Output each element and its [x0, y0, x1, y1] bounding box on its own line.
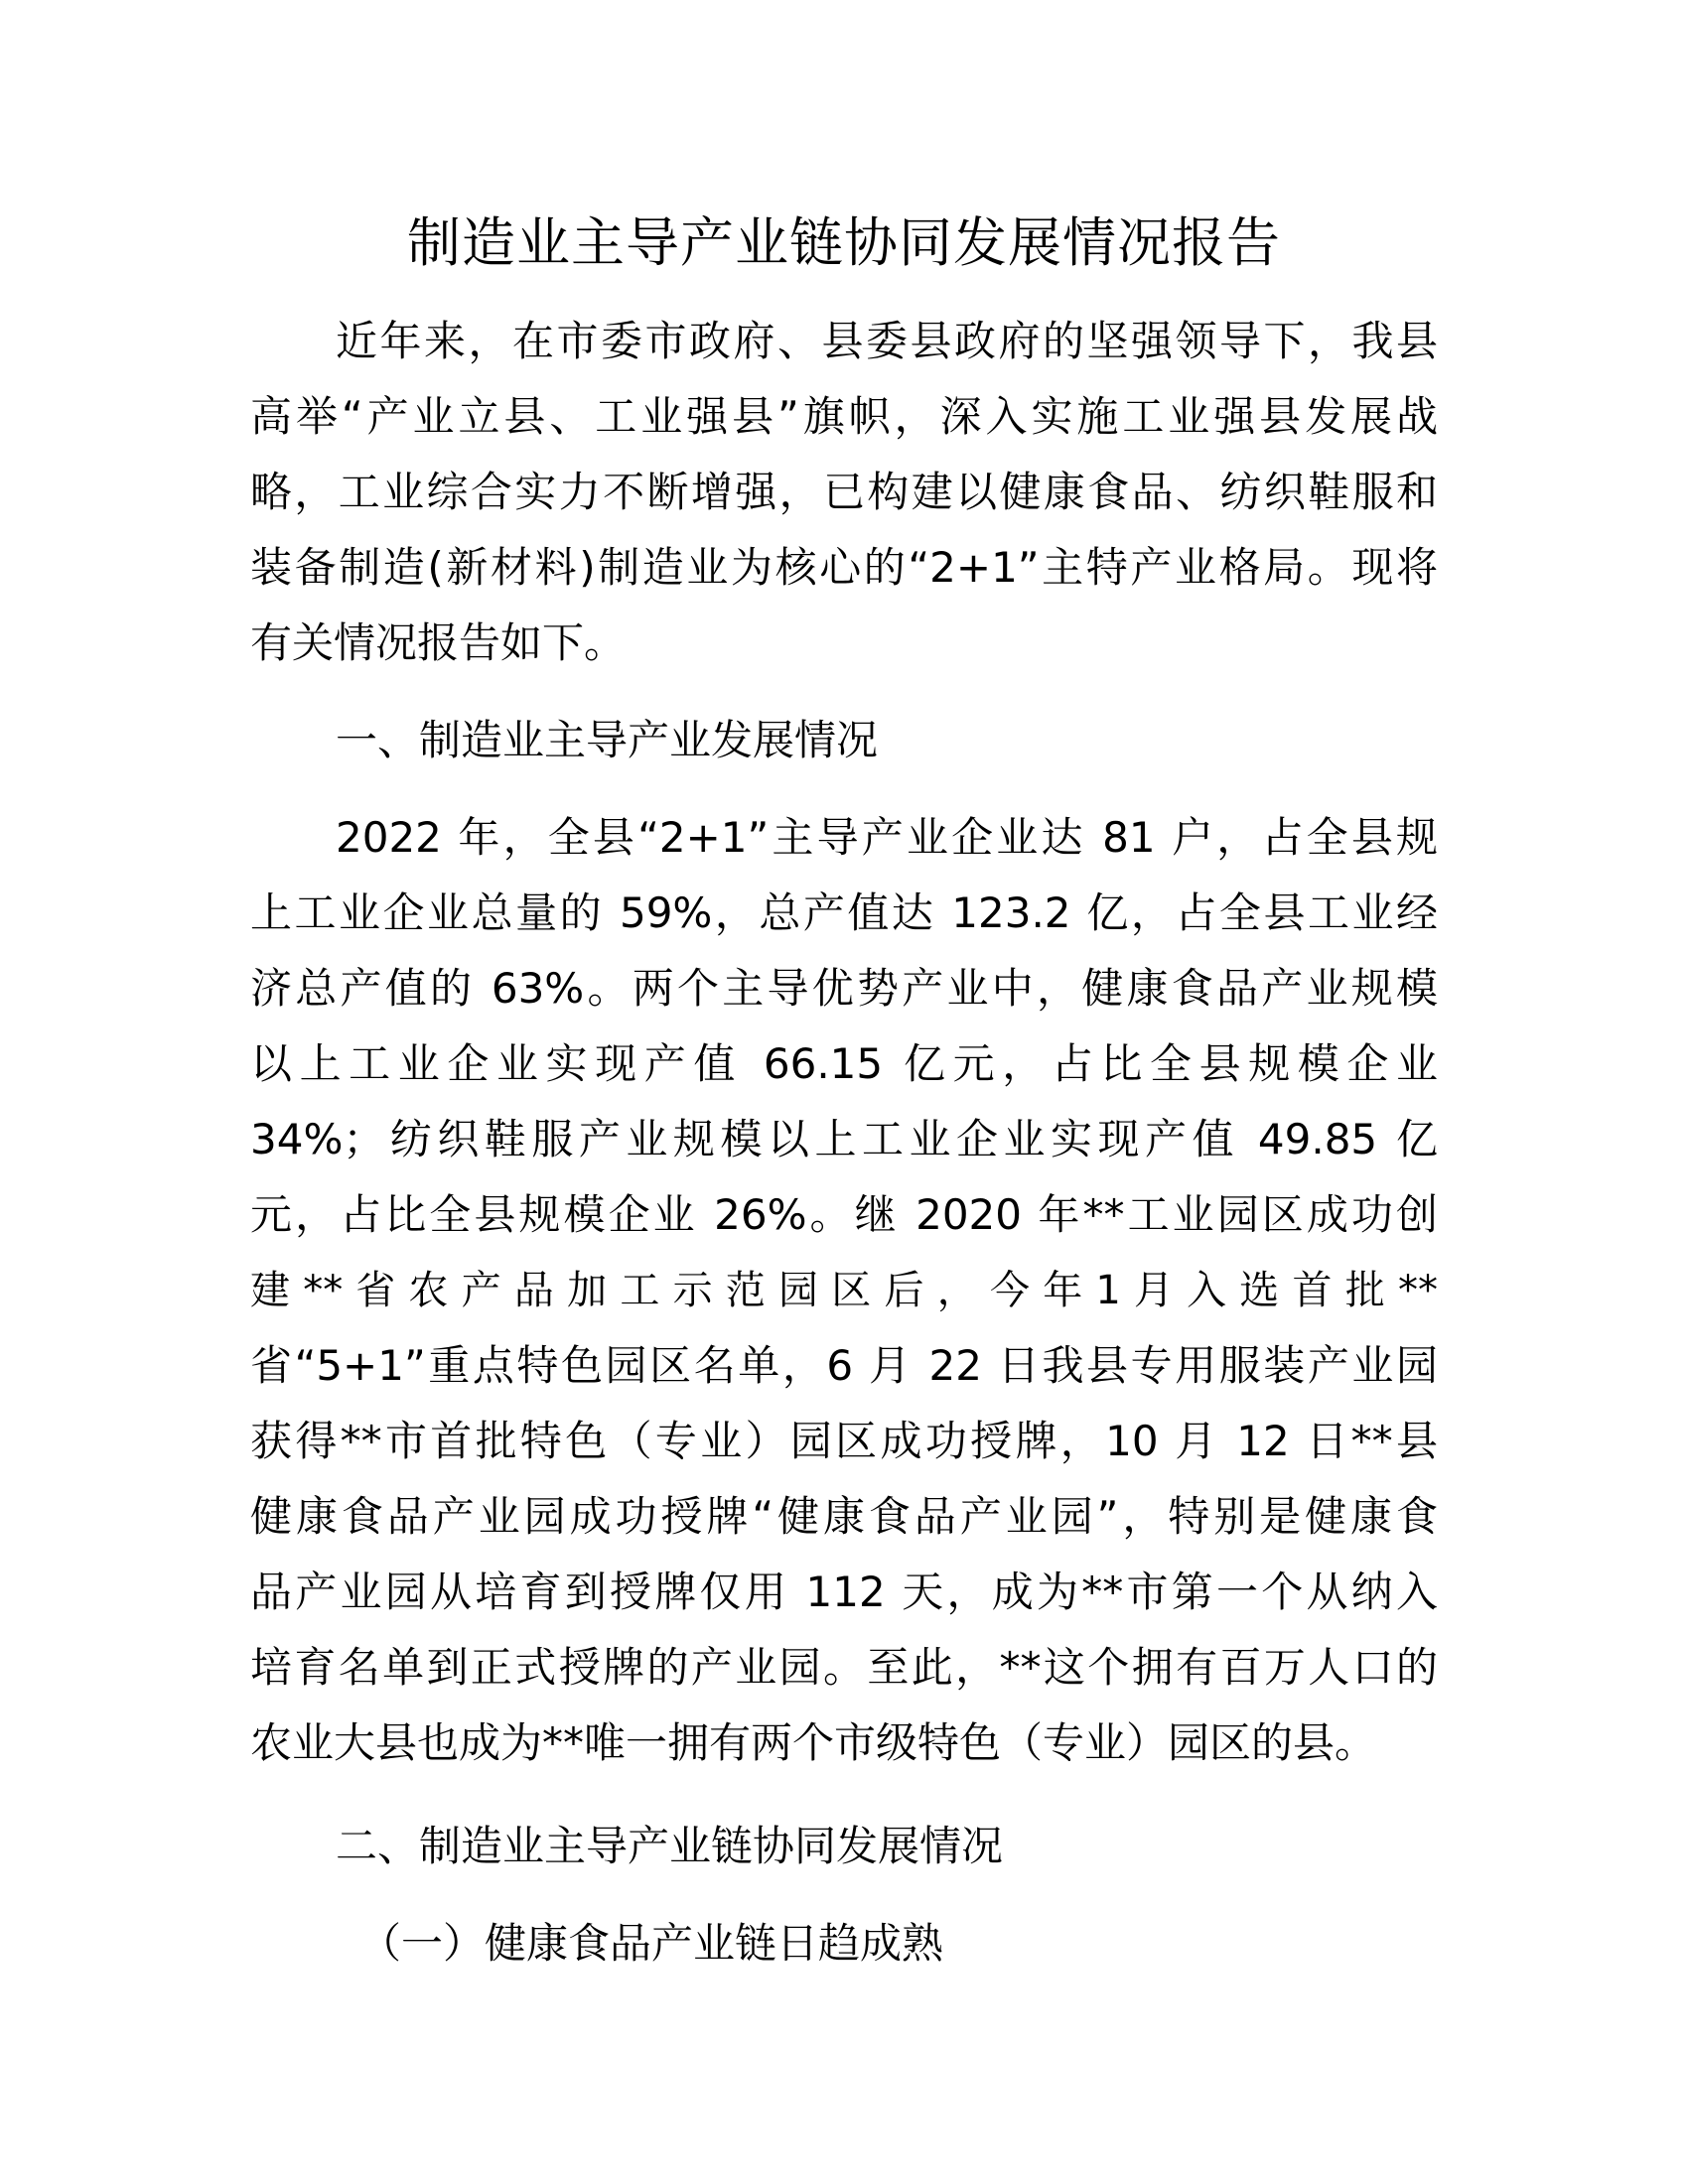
paragraph-line: 34%；纺织鞋服产业规模以上工业企业实现产值 49.85 亿	[250, 1115, 1438, 1163]
section-heading-2: 二、制造业主导产业链协同发展情况	[336, 1822, 1004, 1870]
paragraph-line: 省“5+1”重点特色园区名单，6 月 22 日我县专用服装产业园	[250, 1341, 1438, 1390]
section-heading-1: 一、制造业主导产业发展情况	[336, 716, 879, 764]
paragraph-line: 获得**市首批特色（专业）园区成功授牌，10 月 12 日**县	[250, 1417, 1438, 1465]
paragraph-line: 济总产值的 63%。两个主导优势产业中，健康食品产业规模	[250, 964, 1438, 1013]
paragraph-line: 2022 年，全县“2+1”主导产业企业达 81 户，占全县规	[336, 813, 1438, 862]
paragraph-line: 健康食品产业园成功授牌“健康食品产业园”，特别是健康食	[250, 1492, 1438, 1541]
paragraph-line: 农业大县也成为**唯一拥有两个市级特色（专业）园区的县。	[250, 1718, 1377, 1767]
paragraph-line: 建 ** 省 农 产 品 加 工 示 范 园 区 后 ， 今 年 1 月 入 选 首 批 **	[250, 1268, 1438, 1313]
paragraph-line: 上工业企业总量的 59%，总产值达 123.2 亿，占全县工业经	[250, 888, 1438, 937]
paragraph-line: 近年来，在市委市政府、县委县政府的坚强领导下，我县	[336, 317, 1438, 365]
subsection-heading-1: （一）健康食品产业链日趋成熟	[359, 1919, 944, 1968]
paragraph-line: 高举“产业立县、工业强县”旗帜，深入实施工业强县发展战	[250, 392, 1438, 441]
document-title: 制造业主导产业链协同发展情况报告	[407, 211, 1281, 274]
intro-paragraph	[250, 304, 1438, 681]
paragraph-line: 略，工业综合实力不断增强，已构建以健康食品、纺织鞋服和	[250, 468, 1438, 516]
section-1-paragraph	[250, 800, 1438, 1781]
paragraph-line: 培育名单到正式授牌的产业园。至此，**这个拥有百万人口的	[250, 1643, 1438, 1692]
paragraph-line: 品产业园从培育到授牌仅用 112 天，成为**市第一个从纳入	[250, 1568, 1438, 1616]
paragraph-line: 元，占比全县规模企业 26%。继 2020 年**工业园区成功创	[250, 1190, 1438, 1239]
paragraph-line: 以上工业企业实现产值 66.15 亿元，占比全县规模企业	[250, 1039, 1438, 1088]
paragraph-line: 装备制造(新材料)制造业为核心的“2+1”主特产业格局。现将	[250, 543, 1438, 592]
paragraph-line: 有关情况报告如下。	[250, 618, 627, 667]
